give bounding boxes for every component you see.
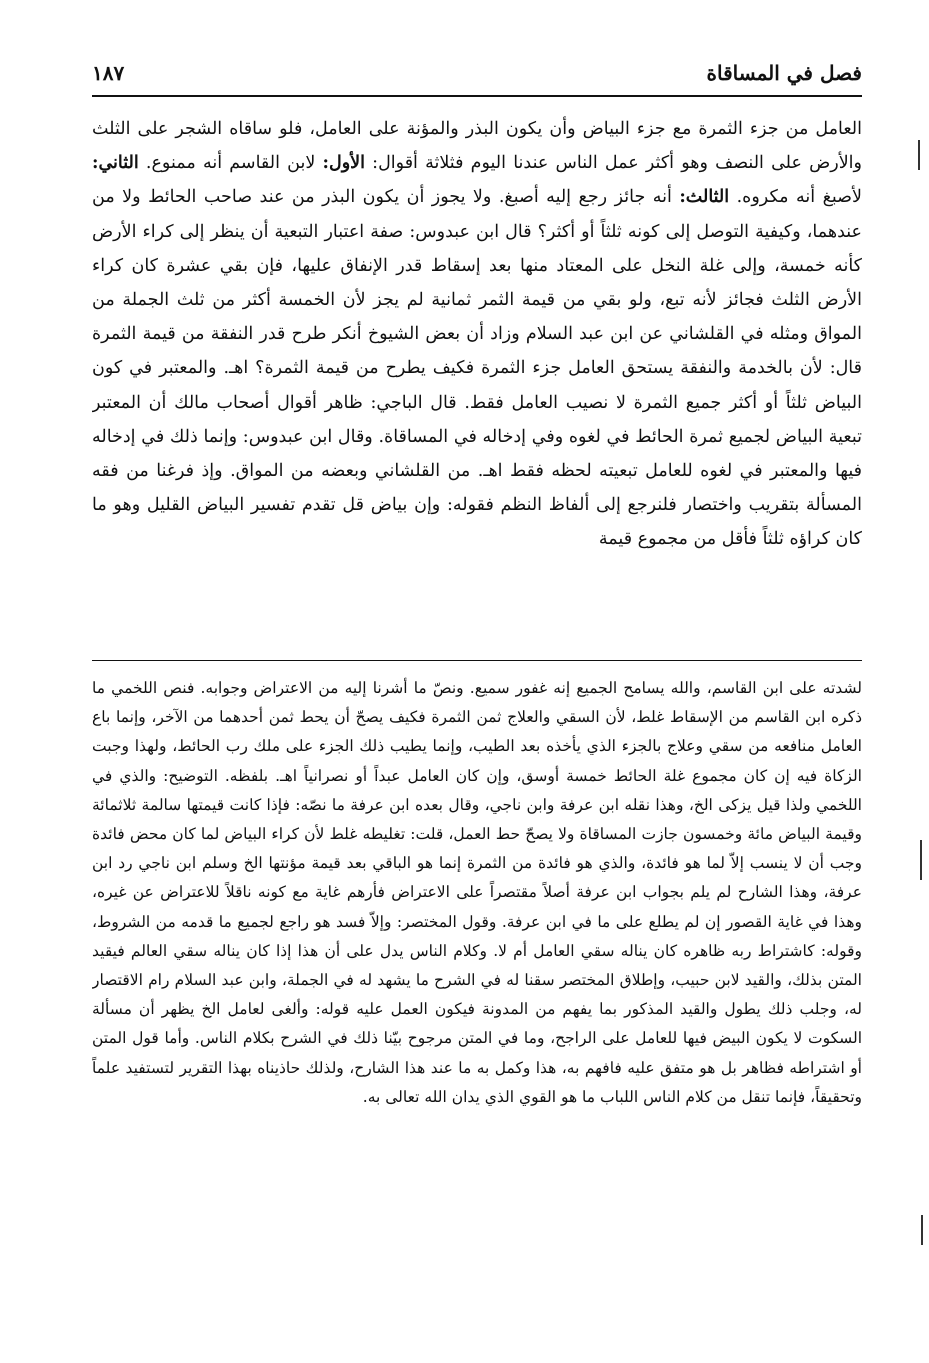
main-text <box>92 112 862 637</box>
scan-edge-mark <box>918 140 920 170</box>
section-title: فصل في المساقاة <box>706 61 862 85</box>
bold-term-third: الثالث: <box>679 187 730 208</box>
main-text-segment: العامل من جزء الثمرة مع جزء البياض وأن يكون البذر والمؤنة على العامل، فلو ساقاه الشجر على الثلث والأرض على النصف وهو أكثر عمل الناس عندنا اليوم فثلاثة أقوال: <box>92 119 862 174</box>
header-rule <box>92 95 862 97</box>
scan-edge-mark <box>921 1215 923 1245</box>
page-number: ١٨٧ <box>92 61 125 85</box>
main-text-segment: لأصبغ أنه مكروه. <box>729 187 862 208</box>
running-head <box>92 58 862 88</box>
footnote-paragraph: لشدته على ابن القاسم، والله يسامح الجميع إنه غفور سميع. ونصّ ما أشرنا إليه من الاعتراض وجوابه. فنص اللخمي ما ذكره ابن القاسم من الإسقاط غلط، لأن السقي والعلاج ثمن الثمرة فكيف يصحّ أن يحط ثمن أحدهما من الآخر، وإنما باع العامل منافعه من سقي وعلاج بالجزء الذي يأخذه بعد الطيب، وإنما يطيب ذلك الجزء على ملك رب الحائط، ولهذا وجبت الزكاة فيه إن كان مجموع غلة الحائط خمسة أوسق، وإن كان العامل عبداً أو نصرانياً اهـ. بلفظه. التوضيح: والذي في اللخمي ولذا قيل يزكى الخ، وهذا نقله ابن عرفة وابن ناجي، وقال بعده ابن عرفة ما نصّه: فإذا كانت قيمتها سالمة ثلاثمائة وقيمة البياض مائة وخمسون جازت المساقاة ولا يصحّ حط العمل، قلت: تغليطه غلط لأن كراء البياض لما كان محض فائدة وجب أن لا ينسب إلاّ لما هو فائدة، والذي هو فائدة من الثمرة إنما هو الباقي بعد قيمة مؤنتها الخ وسلم ابن ناجي رد ابن عرفة، وهذا الشارح لم يلم بجواب ابن عرفة أصلاً مقتصراً على الاعتراض فأرهم غاية مع كونه ناقلاً للاعتراض عن غيره، وهذا في غاية القصور إن لم يطلع على ما في ابن عرفة. وقول المختصر: وإلاّ فسد هو راجع لجميع ما قدمه من الشروط، وقوله: كاشتراط ربه ظاهره كان يناله سقي العامل أم لا. وكلام الناس يدل على أن هذا إذا كان يناله سقي العالم فيقيد المتن بذلك، والقيد لابن حبيب، وإطلاق المختصر سقنا له في الشرح ما يشهد له في الجملة، وابن عبد السلام رام الاقتصار له، وجلب ذلك يطول والقيد المذكور بما يفهم من المدونة فيكون العمل عليه قوله: وألغى لعامل الخ يظهر أن مسألة السكوت لا يكون البيض فيها للعامل على الراجح، وما في المتن مرجوح بيّنا ذلك في الشرح بكلام الناس. وأما قول المتن أو اشتراطه فظاهر بل هو متفق عليه فافهم به، هذا وكمل به ما عند هذا الشارح، ولذلك حاذيناه بهذا التقرير لتستفيد علماً وتحقيقاً، فإنما تنقل من كلام الناس اللباب ما هو القوي الذي يدان الله تعالى به. <box>92 679 862 1106</box>
main-paragraph <box>92 112 862 557</box>
main-text-segment: أنه جائز رجع إليه أصبغ. ولا يجوز أن يكون البذر من عند صاحب الحائط ولا من عندهما، وكيفية التوصل إلى كونه ثلثاً أو أكثر؟ قال ابن عبدوس: صفة اعتبار التبعية أن ينظر إلى كراء الأرض كأنه خمسة، وإلى غلة النخل على المعتاد منها بعد إسقاط قدر الإنفاق عليها، فإن بقي عشرة كان كراء الأرض الثلث فجائز لأنه تبع، ولو بقي من قيمة الثمر ثمانية لم يجز لأن الخمسة أكثر من ثلث الجملة من المواق ومثله في القلشاني عن ابن عبد السلام وزاد أن بعض الشيوخ أنكر طرح قدر النفقة من قيمة الثمرة قال: لأن بالخدمة والنفقة يستحق العامل جزء الثمرة فكيف يطرح من قيمة الثمرة؟ اهـ. والمعتبر في كون البياض ثلثاً أو أكثر جميع الثمرة لا نصيب العامل فقط. قال الباجي: ظاهر أقوال أصحاب مالك أن المعتبر تبعية البياض لجميع ثمرة الحائط في لغوه وفي إدخاله في المساقاة. وقال ابن عبدوس: وإنما ذلك في إدخاله فيها والمعتبر في لغوه للعامل تبعيته لحظه فقط اهـ. من القلشاني وبعضه من المواق. وإذ فرغنا من فقه المسألة بتقريب واختصار فلنرجع إلى ألفاظ النظم فقوله: وإن بياض قل تقدم تفسير البياض القليل وهو ما كان كراؤه ثلثاً فأقل من مجموع قيمة <box>92 187 862 550</box>
scan-edge-mark <box>920 840 922 880</box>
footnote-separator <box>92 660 862 661</box>
bold-term-first: الأول: <box>322 153 365 174</box>
footnote-text <box>92 674 862 1316</box>
bold-term-second: الثاني: <box>92 153 139 174</box>
main-text-segment: لابن القاسم أنه ممنوع. <box>138 153 323 174</box>
